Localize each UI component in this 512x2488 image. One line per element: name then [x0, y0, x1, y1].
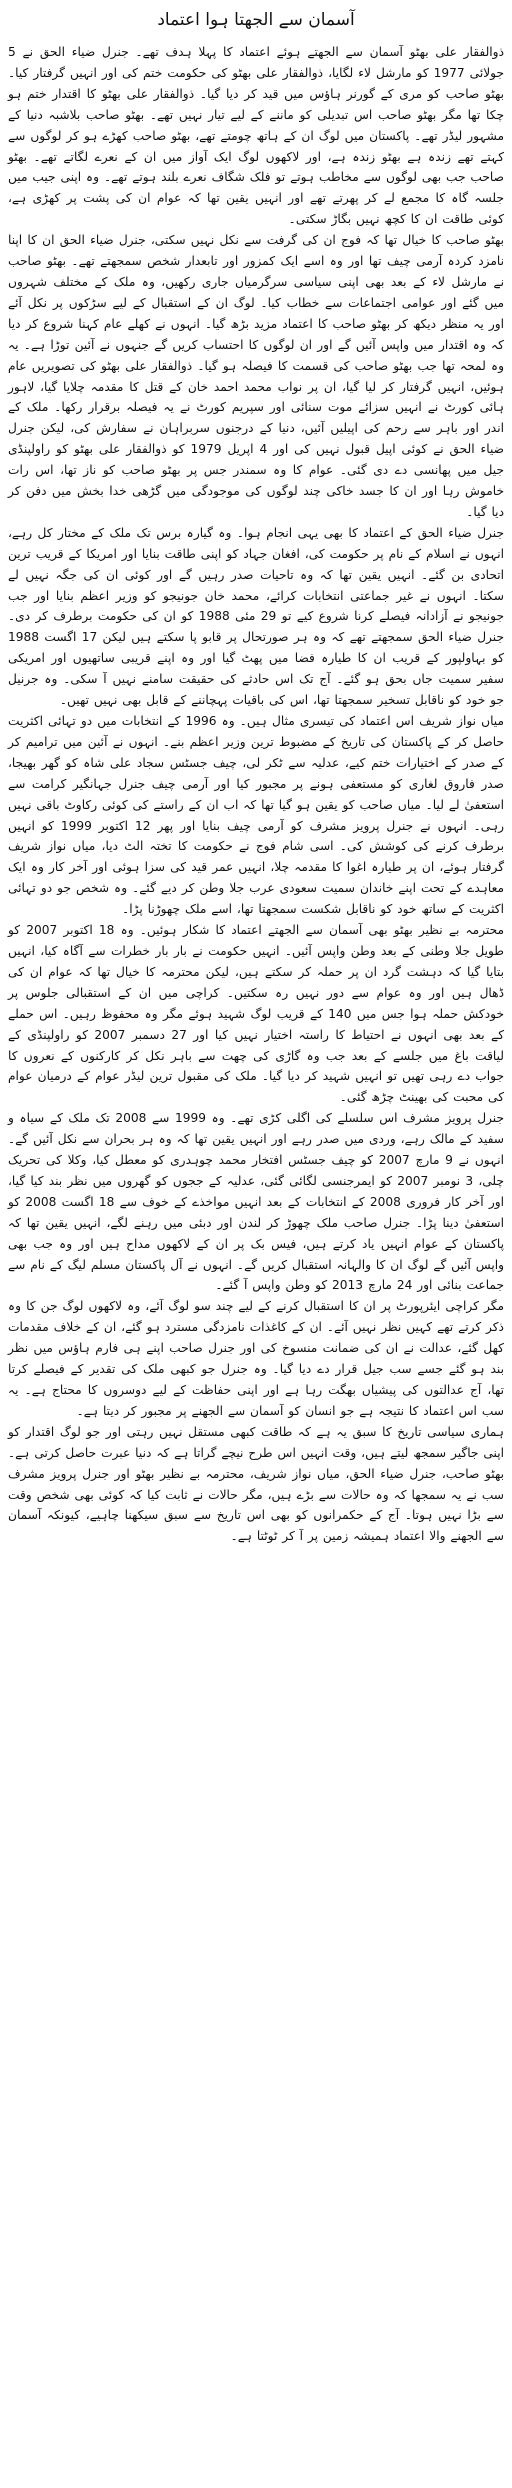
article-body — [8, 42, 504, 1547]
article-headline: آسمان سے الجھتا ہوا اعتماد — [157, 10, 355, 30]
article-paragraph: جنرل ضیاء الحق کے اعتماد کا بھی یہی انجام ہوا۔ وہ گیارہ برس تک ملک کے مختار کل رہے، انہوں نے اسلام کے نام پر حکومت کی، افغان جہاد کو اپنی طاقت بنایا اور امریکا کے قریب ترین اتحادی بن گئے۔ انہیں یقین تھا کہ وہ تاحیات صدر رہیں گے اور کوئی ان کی جگہ نہیں لے سکتا۔ انہوں نے غیر جماعتی انتخابات کرائے، محمد خان جونیجو کو وزیر اعظم بنایا اور جب جونیجو نے آزادانہ فیصلے کرنا شروع کیے تو 29 مئی 1988 کو ان کی حکومت برطرف کر دی۔ جنرل ضیاء الحق سمجھتے تھے کہ وہ ہر صورتحال پر قابو پا سکتے ہیں لیکن 17 اگست 1988 کو بہاولپور کے قریب ان کا طیارہ فضا میں پھٹ گیا اور وہ اپنے قریبی ساتھیوں اور امریکی سفیر سمیت جاں بحق ہو گئے۔ آج تک اس حادثے کی حقیقت سامنے نہیں آ سکی۔ وہ جرنیل جو خود کو ناقابل تسخیر سمجھتا تھا، اس کی باقیات پہچاننے کے قابل بھی نہیں تھیں۔ — [8, 525, 504, 708]
article-paragraph: محترمہ بے نظیر بھٹو بھی آسمان سے الجھتے اعتماد کا شکار ہوئیں۔ وہ 18 اکتوبر 2007 کو طویل جلا وطنی کے بعد وطن واپس آئیں۔ انہیں حکومت نے بار بار خطرات سے آگاہ کیا، انہیں بتایا گیا کہ دہشت گرد ان پر حملہ کر سکتے ہیں، لیکن محترمہ کا خیال تھا کہ عوام ان کی ڈھال ہیں اور وہ عوام سے دور نہیں رہ سکتیں۔ کراچی میں ان کے استقبالی جلوس پر خودکش حملہ ہوا جس میں 140 کے قریب لوگ شہید ہوئے مگر وہ محفوظ رہیں۔ اس حملے کے بعد بھی انہوں نے احتیاط کا راستہ اختیار نہیں کیا اور 27 دسمبر 2007 کو راولپنڈی کے لیاقت باغ میں جلسے کے بعد جب وہ گاڑی کی چھت سے باہر نکل کر کارکنوں کے نعروں کا جواب دے رہی تھیں تو انہیں شہید کر دیا گیا۔ ملک کی مقبول ترین لیڈر عوام کے درمیان عوام کی محبت کی بھینٹ چڑھ گئی۔ — [8, 923, 504, 1105]
article-paragraph: بھٹو صاحب کا خیال تھا کہ فوج ان کی گرفت سے نکل نہیں سکتی، جنرل ضیاء الحق ان کا اپنا نامزد کردہ آرمی چیف تھا اور وہ اسے ایک کمزور اور تابعدار شخص سمجھتے تھے۔ بھٹو صاحب نے مارشل لاء کے بعد بھی اپنی سیاسی سرگرمیاں جاری رکھیں، وہ ملک کے مختلف شہروں میں گئے اور عوامی اجتماعات سے خطاب کیا۔ لوگ ان کے استقبال کے لیے سڑکوں پر نکل آئے اور یہ منظر دیکھ کر بھٹو صاحب کا اعتماد مزید بڑھ گیا۔ انہوں نے کھلے عام کہنا شروع کر دیا کہ وہ اقتدار میں واپس آئیں گے اور ان لوگوں کا احتساب کریں گے جنہوں نے آئین توڑا ہے۔ یہ وہ لمحہ تھا جب بھٹو صاحب کی قسمت کا فیصلہ ہو گیا۔ ذوالفقار علی بھٹو کی تصویریں عام ہوئیں، انہیں گرفتار کر لیا گیا، ان پر نواب محمد احمد خان کے قتل کا مقدمہ چلایا گیا، لاہور ہائی کورٹ نے انہیں سزائے موت سنائی اور سپریم کورٹ نے یہ فیصلہ برقرار رکھا۔ ملک کے اندر اور باہر سے رحم کی اپیلیں آئیں، دنیا کے درجنوں سربراہان نے سفارش کی، لیکن جنرل ضیاء الحق نے کوئی اپیل قبول نہیں کی اور 4 اپریل 1979 کو ذوالفقار علی بھٹو کو راولپنڈی جیل میں پھانسی دے دی گئی۔ عوام کا وہ سمندر جس پر بھٹو صاحب کو ناز تھا، اس رات خاموش رہا اور ان کا جسد خاکی چند لوگوں کی موجودگی میں گڑھی خدا بخش میں دفن کر دیا گیا۔ — [8, 233, 504, 519]
article-paragraph: جنرل پرویز مشرف اس سلسلے کی اگلی کڑی تھے۔ وہ 1999 سے 2008 تک ملک کے سیاہ و سفید کے مالک رہے، وردی میں صدر رہے اور انہیں یقین تھا کہ وہ ہر بحران سے نکل آئیں گے۔ انہوں نے 9 مارچ 2007 کو چیف جسٹس افتخار محمد چوہدری کو معطل کیا، وکلا کی تحریک چلی، 3 نومبر 2007 کو ایمرجنسی لگائی گئی، عدلیہ کے ججوں کو گھروں میں نظر بند کیا گیا، اور آخر کار فروری 2008 کے انتخابات کے بعد انہیں مواخذے کے خوف سے 18 اگست 2008 کو استعفیٰ دینا پڑا۔ جنرل صاحب ملک چھوڑ کر لندن اور دبئی میں رہنے لگے، انہیں یقین تھا کہ پاکستان کے عوام انہیں یاد کرتے ہیں، فیس بک پر ان کے لاکھوں مداح ہیں اور وہ جب بھی واپس آئیں گے لوگ ان کا والہانہ استقبال کریں گے۔ انہوں نے آل پاکستان مسلم لیگ کے نام سے جماعت بنائی اور 24 مارچ 2013 کو وطن واپس آ گئے۔ — [8, 1111, 504, 1293]
article-paragraph: ذوالفقار علی بھٹو آسمان سے الجھتے ہوئے اعتماد کا پہلا ہدف تھے۔ جنرل ضیاء الحق نے 5 جولائی 1977 کو مارشل لاء لگایا، ذوالفقار علی بھٹو کی حکومت ختم کی اور انہیں گرفتار کیا۔ بھٹو صاحب کو مری کے گورنر ہاؤس میں قید کر دیا گیا۔ ذوالفقار علی بھٹو کا اقتدار ختم ہو چکا تھا مگر بھٹو صاحب اس تبدیلی کو ماننے کے لیے تیار نہیں تھے۔ بھٹو صاحب بلاشبہ دنیا کے مشہور لیڈر تھے۔ پاکستان میں لوگ ان کے ہاتھ چومتے تھے، بھٹو صاحب کھڑے ہو کر لوگوں سے کہتے تھے زندہ ہے بھٹو زندہ ہے، اور لاکھوں لوگ ایک آواز میں ان کے نعرے لگاتے تھے۔ بھٹو صاحب جب بھی لوگوں سے مخاطب ہوتے تو فلک شگاف نعرے بلند ہوتے تھے۔ وہ اپنی جیب میں جلسہ گاہ کا مجمع لے کر پھرتے تھے اور انہیں یقین تھا کہ عوام ان کی پشت پر کھڑی ہے، کوئی طاقت ان کا کچھ نہیں بگاڑ سکتی۔ — [8, 45, 504, 227]
article-paragraph: مگر کراچی ایئرپورٹ پر ان کا استقبال کرنے کے لیے چند سو لوگ آئے، وہ لاکھوں لوگ جن کا وہ ذکر کرتے تھے کہیں نظر نہیں آئے۔ ان کے کاغذات نامزدگی مسترد ہو گئے، ان کے خلاف مقدمات کھل گئے، عدالت نے ان کی ضمانت منسوخ کی اور جنرل صاحب اپنے ہی فارم ہاؤس میں نظر بند ہو گئے جسے سب جیل قرار دے دیا گیا۔ وہ جنرل جو کبھی ملک کی تقدیر کے فیصلے کرتا تھا، آج عدالتوں کی پیشیاں بھگت رہا ہے اور اپنی حفاظت کے لیے دوسروں کا محتاج ہے۔ یہ سب اس اعتماد کا نتیجہ ہے جو انسان کو آسمان سے الجھنے پر مجبور کر دیتا ہے۔ — [8, 1299, 504, 1418]
article-paragraph: ہماری سیاسی تاریخ کا سبق یہ ہے کہ طاقت کبھی مستقل نہیں رہتی اور جو لوگ اقتدار کو اپنی جاگیر سمجھ لیتے ہیں، وقت انہیں اس طرح نیچے گراتا ہے کہ دنیا عبرت حاصل کرتی ہے۔ بھٹو صاحب، جنرل ضیاء الحق، میاں نواز شریف، محترمہ بے نظیر بھٹو اور جنرل پرویز مشرف سب نے یہ سمجھا کہ وہ حالات سے بڑے ہیں، مگر حالات نے ثابت کیا کہ کوئی بھی شخص وقت سے بڑا نہیں ہوتا۔ آج کے حکمرانوں کو بھی اس تاریخ سے سبق سیکھنا چاہیے، کیونکہ آسمان سے الجھنے والا اعتماد ہمیشہ زمین پر آ کر ٹوٹتا ہے۔ — [8, 1424, 504, 1544]
article-paragraph: میاں نواز شریف اس اعتماد کی تیسری مثال ہیں۔ وہ 1996 کے انتخابات میں دو تہائی اکثریت حاصل کر کے پاکستان کی تاریخ کے مضبوط ترین وزیر اعظم بنے۔ انہوں نے آئین میں ترامیم کر کے صدر کے اختیارات ختم کیے، عدلیہ سے ٹکر لی، چیف جسٹس سجاد علی شاہ کو گھر بھیجا، صدر فاروق لغاری کو مستعفی ہونے پر مجبور کیا اور آرمی چیف جنرل جہانگیر کرامت سے استعفیٰ لے لیا۔ میاں صاحب کو یقین ہو گیا تھا کہ اب ان کے راستے کی کوئی رکاوٹ باقی نہیں رہی۔ انہوں نے جنرل پرویز مشرف کو آرمی چیف بنایا اور پھر 12 اکتوبر 1999 کو انہیں برطرف کرنے کی کوشش کی۔ اسی شام فوج نے حکومت کا تختہ الٹ دیا، میاں نواز شریف گرفتار ہوئے، ان پر طیارہ اغوا کا مقدمہ چلا، انہیں عمر قید کی سزا ہوئی اور آخر کار وہ ایک معاہدے کے تحت اپنے خاندان سمیت سعودی عرب جلا وطن کر دیے گئے۔ وہ شخص جو دو تہائی اکثریت کے ساتھ خود کو ناقابل شکست سمجھتا تھا، اسے ملک چھوڑنا پڑا۔ — [8, 714, 504, 917]
